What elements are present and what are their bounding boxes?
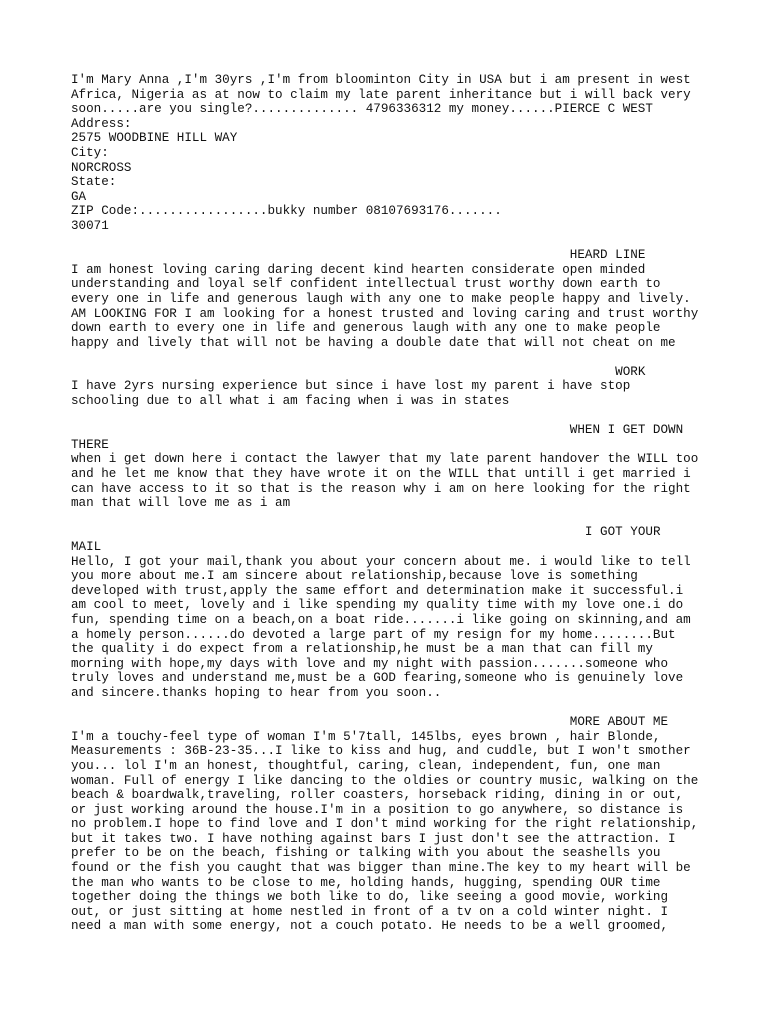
- spacer: [71, 234, 701, 249]
- spacer: [71, 701, 701, 716]
- section-body-work: I have 2yrs nursing experience but since i have lost my parent i have stop schooling due to all what i am facing when i was in states: [71, 379, 631, 409]
- section-heading-when-i-get-down-there: WHEN I GET DOWN THERE: [71, 423, 684, 452]
- section-body-when-i-get-down-there: when i get down here i contact the lawyer that my late parent handover the WILL too and he let me know that they have wrote it on the WILL that untill i get married i can have access to it so that is the reason why i am on here looking for the right man that will love me as i am: [71, 452, 699, 511]
- section-body-i-got-your-mail: Hello, I got your mail,thank you about your concern about me. i would like to tell you more about me.I am sincere about relationship,because love is something developed with trust,apply the same effort and determination make it successful.i am cool to meet, lovely and i like spending my quality time with my love one.i do fun, spending time on a beach,on a boat ride.......i like going on skinning,and am a homely person......do devoted a large part of my resign for my home........But the quality i do expect from a relationship,he must be a man that can fill my morning with hope,my days with love and my night with passion.......someone who truly loves and understand me,must be a GOD fearing,someone who is genuinely love and sincere.thanks hoping to hear from you soon..: [71, 554, 691, 700]
- section-heading-work: WORK: [71, 364, 646, 379]
- section-body-more-about-me: I'm a touchy-feel type of woman I'm 5'7tall, 145lbs, eyes brown , hair Blonde, Measurements : 36B-23-35...I like to kiss and hug, and cuddle, but I won't smother you... lol I'm an honest, thoughtful, caring, clean, independent, fun, one man woman. Full of energy I like dancing to the oldies or country music, walking on the beach & boardwalk,traveling, roller coasters, horseback riding, dining in or out, or just working around the house.I'm in a position to go anywhere, so distance is no problem.I hope to find love and I don't mind working for the right relationship, but it takes two. I have nothing against bars I just don't see the attraction. I prefer to be on the beach, fishing or talking with you about the seashells you found or the fish you caught that was bigger than mine.The key to my heart will be the man who wants to be close to me, holding hands, hugging, spending OUR time together doing the things we both like to do, like seeing a good movie, working out, or just sitting at home nestled in front of a tv on a cold winter night. I need a man with some energy, not a couch potato. He needs to be a well groomed,: [71, 729, 699, 934]
- spacer: [71, 350, 701, 365]
- section-heading-i-got-your-mail: I GOT YOUR MAIL: [71, 525, 661, 554]
- document-page: [71, 73, 701, 934]
- section-heading-more-about-me: MORE ABOUT ME: [71, 715, 669, 730]
- intro-paragraph: I'm Mary Anna ,I'm 30yrs ,I'm from bloominton City in USA but i am present in west Africa, Nigeria as at now to claim my late parent inheritance but i will back very soon.....are you single?.............. 4796336312 my money......PIERCE C WEST Address: 2575 WOODBINE HILL WAY City: NORCROSS State: GA ZIP Code:.................bukky number 08107693176....... 30071: [71, 73, 691, 233]
- spacer: [71, 511, 701, 526]
- section-body-heard-line: I am honest loving caring daring decent kind hearten considerate open minded understanding and loyal self confident intellectual trust worthy down earth to every one in life and generous laugh with any one to make people happy and lively. AM LOOKING FOR I am looking for a honest trusted and loving caring and trust worthy down earth to every one in life and generous laugh with any one to make people happy and lively that will not be having a double date that will not cheat on me: [71, 262, 699, 350]
- section-heading-heard-line: HEARD LINE: [71, 248, 646, 263]
- spacer: [71, 409, 701, 424]
